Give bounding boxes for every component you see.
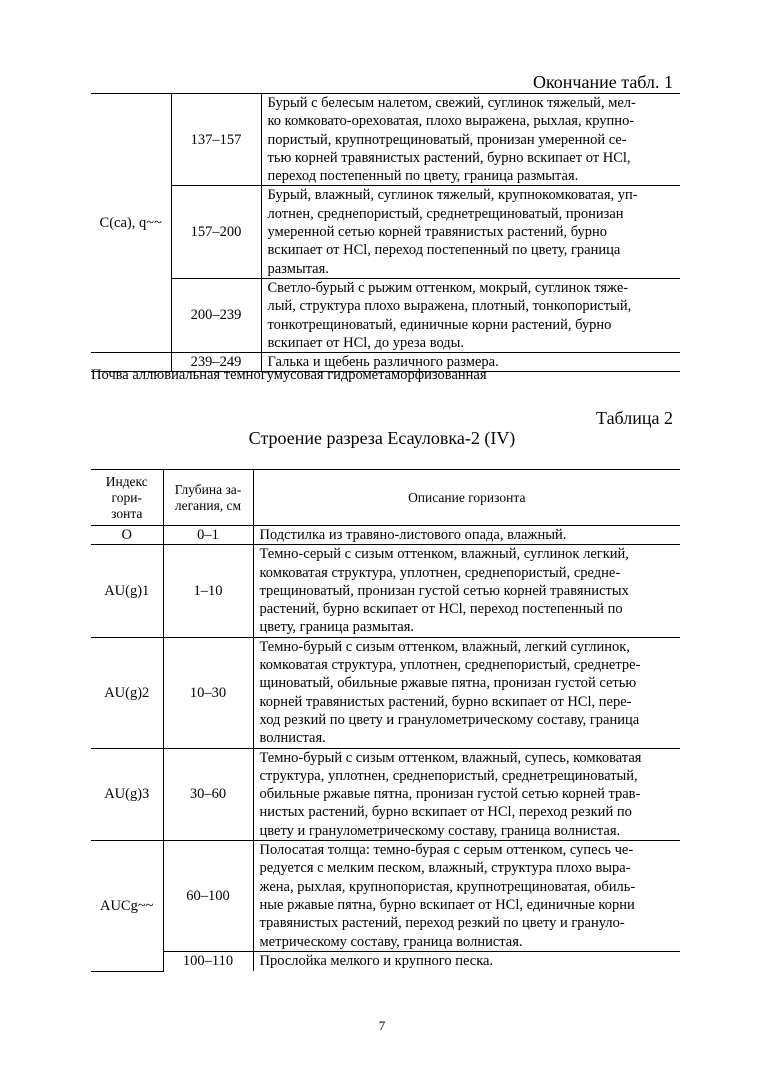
description-line: комковатая структура, уплотнен, среднепористый, среднетре- xyxy=(259,657,641,674)
table-row xyxy=(91,545,680,637)
description-line: Подстилка из травяно-листового опада, влажный. xyxy=(259,527,567,543)
description-line: Темно-бурый с сизым оттенком, влажный, легкий суглинок, xyxy=(259,638,630,655)
horizon-index-cell: AU(g)3 xyxy=(91,748,163,840)
description-line: корней травянистых растений, бурно вскипает от HCl, пере- xyxy=(259,693,632,710)
depth-cell: 200–239 xyxy=(171,278,261,352)
description-line: тонкотрещиноватый, единичные корни растений, бурно xyxy=(267,316,612,333)
description-line: метрическому составу, граница волнистая. xyxy=(259,933,523,950)
table2-caption: Таблица 2 xyxy=(596,408,673,428)
horizon-index-cell: O xyxy=(91,526,163,545)
table-row xyxy=(91,186,680,278)
depth-cell: 239–249 xyxy=(171,353,261,372)
header-line: Глубина за- xyxy=(174,481,242,497)
description-cell xyxy=(261,94,680,186)
table-row xyxy=(91,951,680,971)
table1 xyxy=(91,93,680,372)
depth-cell: 137–157 xyxy=(171,94,261,186)
table-row xyxy=(91,748,680,840)
depth-cell: 0–1 xyxy=(163,526,253,545)
description-line: вскипает от HCl, до уреза воды. xyxy=(267,334,465,351)
header-line: гори- xyxy=(111,489,142,505)
table2-title: Строение разреза Есауловка-2 (IV) xyxy=(248,428,516,448)
description-cell xyxy=(253,841,680,952)
depth-cell: 100–110 xyxy=(163,951,253,971)
description-line: тью корней травянистых растений, бурно вскипает от HCl, xyxy=(267,149,631,166)
depth-cell: 157–200 xyxy=(171,186,261,278)
page-number: 7 xyxy=(378,1018,386,1033)
soil-name-note: Почва аллювиальная темногумусовая гидрометаморфизованная xyxy=(91,367,487,383)
description-line: обильные ржавые пятна, пронизан густой сетью корней трав- xyxy=(259,786,641,803)
header-description: Описание горизонта xyxy=(253,470,680,526)
description-cell xyxy=(253,637,680,748)
header-index xyxy=(91,470,163,526)
description-line: нистых растений, бурно вскипает от HCl, переход резкий по xyxy=(259,804,632,821)
table-row xyxy=(91,526,680,545)
description-line: трещиноватый, пронизан густой сетью корней травянистых xyxy=(259,582,629,599)
description-line: травянистых растений, переход резкий по цвету и грануло- xyxy=(259,915,625,932)
description-line: размытая. xyxy=(267,260,329,277)
description-line: пористый, крупнотрещиноватый, пронизан умеренной се- xyxy=(267,131,627,148)
description-line: Полосатая толща: темно-бурая с серым оттенком, супесь че- xyxy=(259,842,634,859)
depth-cell: 1–10 xyxy=(163,545,253,637)
description-line: Бурый с белесым налетом, свежий, суглинок тяжелый, мел- xyxy=(267,95,636,111)
description-line: Бурый, влажный, суглинок тяжелый, крупнокомковатая, уп- xyxy=(267,187,638,204)
description-line: ход резкий по цвету и гранулометрическому составу, граница xyxy=(259,711,640,728)
description-cell xyxy=(261,278,680,352)
header-depth xyxy=(163,470,253,526)
depth-cell: 30–60 xyxy=(163,748,253,840)
description-line: вскипает от HCl, переход постепенный по цвету, граница xyxy=(267,242,621,259)
horizon-index-cell: AUCg~~ xyxy=(91,841,163,972)
description-line: Темно-серый с сизым оттенком, влажный, суглинок легкий, xyxy=(259,546,629,563)
horizon-index-cell: C(ca), q~~ xyxy=(91,94,171,353)
depth-cell: 10–30 xyxy=(163,637,253,748)
header-line: Индекс xyxy=(105,473,148,489)
description-cell xyxy=(253,748,680,840)
description-line: Прослойка мелкого и крупного песка. xyxy=(259,952,494,969)
horizon-index-cell: AU(g)1 xyxy=(91,545,163,637)
description-line: редуется с мелким песком, влажный, структура плохо выра- xyxy=(259,860,631,877)
description-line: умеренной сетью корней травянистых растений, бурно xyxy=(267,224,608,241)
description-line: жена, рыхлая, крупнопористая, крупнотрещиноватая, обиль- xyxy=(259,878,636,895)
header-line: зонта xyxy=(111,505,143,521)
description-line: комковатая структура, уплотнен, среднепористый, средне- xyxy=(259,564,621,581)
description-line: ные ржавые пятна, бурно вскипает от HCl, единичные корни xyxy=(259,896,635,913)
table-row xyxy=(91,94,680,186)
description-cell xyxy=(261,186,680,278)
table1-caption: Окончание табл. 1 xyxy=(532,72,673,92)
description-line: лый, структура плохо выражена, плотный, тонкопористый, xyxy=(267,298,632,315)
description-line: волнистая. xyxy=(259,730,326,747)
description-cell xyxy=(253,526,680,545)
table-row xyxy=(91,278,680,352)
description-line: Темно-бурый с сизым оттенком, влажный, супесь, комковатая xyxy=(259,749,642,766)
description-cell xyxy=(253,951,680,971)
table-row xyxy=(91,841,680,952)
description-line: лотнен, среднепористый, среднетрещиноватый, пронизан xyxy=(267,205,624,222)
description-line: переход постепенный по цвету, граница размытая. xyxy=(267,168,579,185)
description-line: Галька и щебень различного размера. xyxy=(267,354,499,371)
table-row xyxy=(91,637,680,748)
description-line: щиноватый, обильные ржавые пятна, пронизан густой сетью xyxy=(259,675,637,692)
description-line: структура, уплотнен, среднепористый, среднетрещиноватый, xyxy=(259,767,638,784)
header-line: легания, см xyxy=(174,497,242,513)
horizon-index-cell: AU(g)2 xyxy=(91,637,163,748)
table2 xyxy=(91,469,680,972)
description-line: цвету и гранулометрическому составу, граница волнистая. xyxy=(259,822,621,839)
description-line: ко комковато-ореховатая, плохо выражена, рыхлая, крупно- xyxy=(267,113,635,130)
table-header-row xyxy=(91,470,680,526)
description-line: цвету, граница размытая. xyxy=(259,619,414,636)
description-line: растений, бурно вскипает от HCl, переход постепенный по xyxy=(259,601,623,618)
description-line: Светло-бурый с рыжим оттенком, мокрый, суглинок тяже- xyxy=(267,279,629,296)
depth-cell: 60–100 xyxy=(163,841,253,952)
description-cell xyxy=(253,545,680,637)
